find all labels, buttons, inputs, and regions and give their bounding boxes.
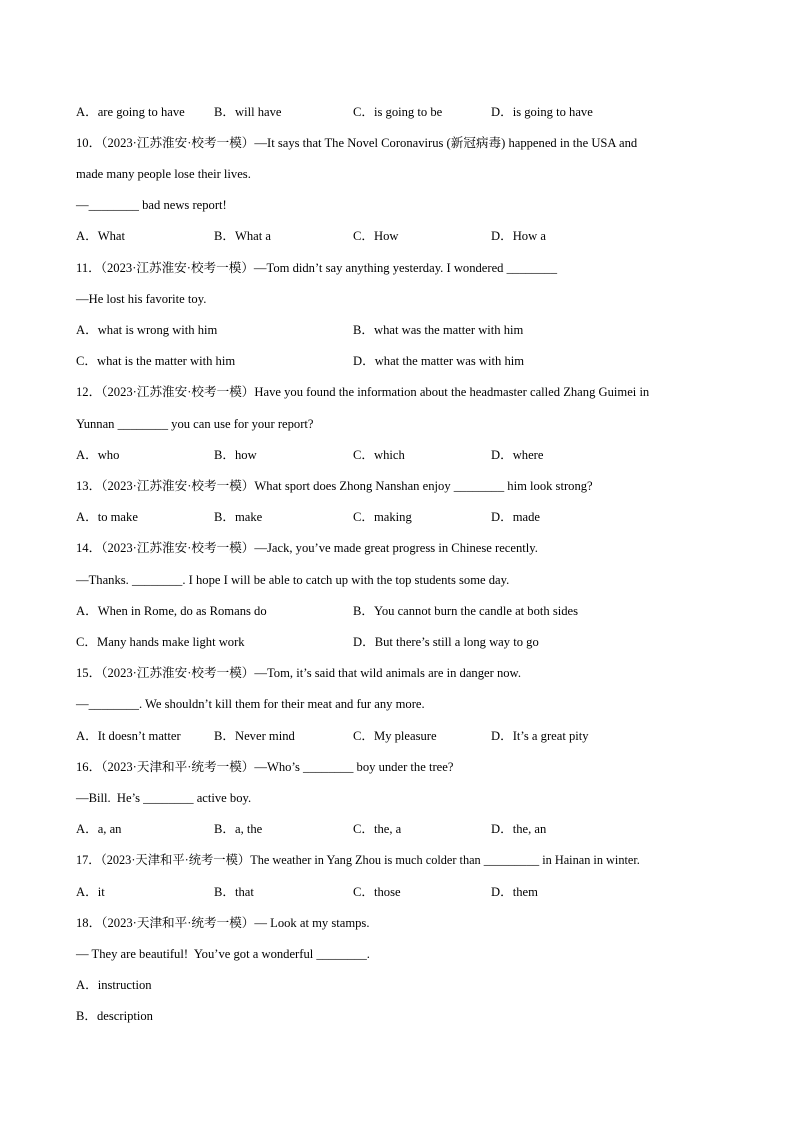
option-d: D．the, an [491, 822, 547, 836]
question-stem: 12．（2023·江苏淮安·校考一模）Have you found the information about the headmaster called Zhang Guimei in [76, 385, 650, 399]
option-c: C．what is the matter with him [76, 354, 236, 368]
option-c: C．those [353, 885, 401, 899]
option-b: B．how [214, 448, 257, 462]
question-stem: —Bill. He’s ________ active boy. [76, 791, 252, 805]
option-c: C．How [353, 229, 399, 243]
option-a: A．who [76, 448, 120, 462]
option-a: A．It doesn’t matter [76, 729, 181, 743]
option-d: D．But there’s still a long way to go [353, 635, 539, 649]
question-stem: 10．（2023·江苏淮安·校考一模）—It says that The Novel Coronavirus (新冠病毒) happened in the USA and [76, 136, 638, 150]
question-stem: — They are beautiful! You’ve got a wonderful ________. [76, 947, 370, 961]
option-b: B．a, the [214, 822, 263, 836]
question-stem: —________. We shouldn’t kill them for their meat and fur any more. [76, 697, 425, 711]
option-b: B．that [214, 885, 254, 899]
question-stem: 17．（2023·天津和平·统考一模）The weather in Yang Zhou is much colder than _________ in Hainan in winter. [76, 853, 640, 867]
option-c: C．is going to be [353, 105, 443, 119]
option-a: A．What [76, 229, 125, 243]
option-b: B．what was the matter with him [353, 323, 524, 337]
option-d: D．made [491, 510, 540, 524]
option-c: C．My pleasure [353, 729, 437, 743]
option-d: D．them [491, 885, 538, 899]
question-stem: 15．（2023·江苏淮安·校考一模）—Tom, it’s said that wild animals are in danger now. [76, 666, 521, 680]
option-d: D．How a [491, 229, 546, 243]
question-stem: 16．（2023·天津和平·统考一模）—Who’s ________ boy under the tree? [76, 760, 454, 774]
option-d: D．what the matter was with him [353, 354, 525, 368]
option-a: A．it [76, 885, 105, 899]
option-a: A．what is wrong with him [76, 323, 218, 337]
option-b: B．description [76, 1009, 153, 1023]
question-stem: —He lost his favorite toy. [76, 292, 207, 306]
option-c: C．making [353, 510, 412, 524]
option-a: A．are going to have [76, 105, 185, 119]
option-b: B．You cannot burn the candle at both sides [353, 604, 579, 618]
option-a: A．instruction [76, 978, 152, 992]
option-a: A．When in Rome, do as Romans do [76, 604, 267, 618]
option-c: C．which [353, 448, 405, 462]
option-d: D．It’s a great pity [491, 729, 589, 743]
question-stem: made many people lose their lives. [76, 167, 251, 181]
question-stem: —________ bad news report! [76, 198, 227, 212]
question-stem: Yunnan ________ you can use for your report? [76, 417, 314, 431]
question-stem: 14．（2023·江苏淮安·校考一模）—Jack, you’ve made great progress in Chinese recently. [76, 541, 538, 555]
question-stem: —Thanks. ________. I hope I will be able to catch up with the top students some day. [76, 573, 510, 587]
option-a: A．a, an [76, 822, 122, 836]
question-stem: 11．（2023·江苏淮安·校考一模）—Tom didn’t say anything yesterday. I wondered ________ [76, 261, 557, 275]
option-d: D．is going to have [491, 105, 593, 119]
option-b: B．will have [214, 105, 282, 119]
option-a: A．to make [76, 510, 138, 524]
option-c: C．the, a [353, 822, 402, 836]
option-c: C．Many hands make light work [76, 635, 245, 649]
question-stem: 13．（2023·江苏淮安·校考一模）What sport does Zhong Nanshan enjoy ________ him look strong? [76, 479, 593, 493]
option-b: B．Never mind [214, 729, 295, 743]
question-stem: 18．（2023·天津和平·统考一模）— Look at my stamps. [76, 916, 370, 930]
option-b: B．What a [214, 229, 272, 243]
option-b: B．make [214, 510, 263, 524]
option-d: D．where [491, 448, 544, 462]
